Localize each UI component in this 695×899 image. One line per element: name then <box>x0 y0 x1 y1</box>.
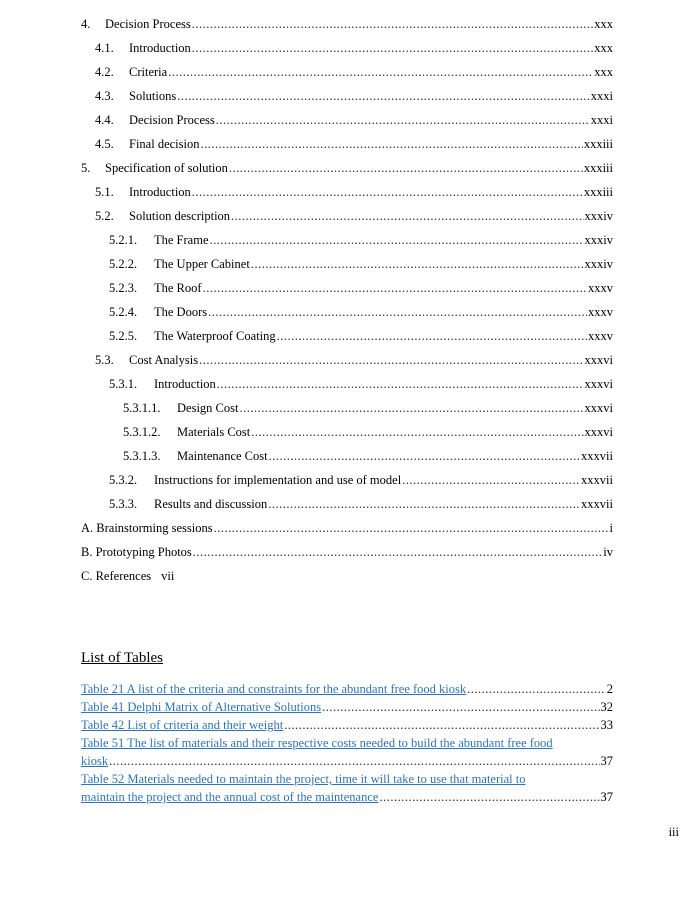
toc-entry-number: 4. <box>81 17 91 31</box>
toc-leader-dots <box>214 518 609 538</box>
toc-entry-number: 4.2. <box>95 65 114 79</box>
toc-entry-label <box>109 302 207 322</box>
toc-leader-dots <box>193 542 602 562</box>
list-of-tables-entry[interactable] <box>81 698 613 716</box>
toc-entry-title: Maintenance Cost <box>177 449 268 463</box>
toc-entry-page: xxxiv <box>584 233 613 247</box>
toc-entry[interactable] <box>95 38 613 58</box>
table-page-number: 37 <box>600 754 613 768</box>
toc-leader-dots <box>251 254 584 274</box>
toc-leader-dots <box>229 158 583 178</box>
toc-leader-dots <box>177 86 590 106</box>
toc-entry-title: Instructions for implementation and use of model <box>154 473 402 487</box>
toc-entry[interactable] <box>109 494 613 514</box>
toc-entry-page: xxxvii <box>581 449 613 463</box>
toc-entry-page: xxxvii <box>581 497 613 511</box>
toc-entry-page: xxxvi <box>584 401 613 415</box>
toc-entry-title: Cost Analysis <box>129 353 199 367</box>
toc-entry[interactable] <box>123 422 613 442</box>
toc-entry-label <box>95 62 167 82</box>
toc-leader-dots <box>277 326 587 346</box>
leader-dots <box>379 788 599 806</box>
table-link[interactable]: Table 42 List of criteria and their weight <box>81 718 284 732</box>
toc-entry-title: Criteria <box>129 65 168 79</box>
toc-entry-label <box>123 422 250 442</box>
table-page-number: 32 <box>600 700 613 714</box>
table-link[interactable]: maintain the project and the annual cost of the maintenance <box>81 790 379 804</box>
toc-entry[interactable] <box>81 566 613 586</box>
toc-entry-title: Final decision <box>129 137 200 151</box>
list-of-tables-entry[interactable] <box>81 770 613 806</box>
toc-entry-label <box>95 206 230 226</box>
toc-entry-title: Decision Process <box>129 113 215 127</box>
toc-entry-number: 5.3. <box>95 353 114 367</box>
toc-entry-page: xxx <box>594 65 613 79</box>
toc-entry-label <box>109 278 202 298</box>
toc-entry-label <box>109 254 250 274</box>
toc-entry-title: Brainstorming sessions <box>96 521 213 535</box>
toc-entry-label <box>123 398 238 418</box>
toc-entry-title: Solutions <box>129 89 177 103</box>
toc-entry-page: xxx <box>594 17 613 31</box>
toc-entry-page: xxxiii <box>583 185 613 199</box>
toc-entry[interactable] <box>109 470 613 490</box>
toc-entry-page: xxxvi <box>584 377 613 391</box>
entry-line <box>81 698 613 716</box>
toc-entry-title: Results and discussion <box>154 497 268 511</box>
entry-line <box>81 680 613 698</box>
entry-line <box>81 788 613 806</box>
toc-entry-number: 4.4. <box>95 113 114 127</box>
toc-entry[interactable] <box>109 230 613 250</box>
toc-entry[interactable] <box>95 86 613 106</box>
toc-leader-dots <box>192 14 594 34</box>
toc-entry-label <box>81 158 228 178</box>
toc-entry-page: xxxiii <box>583 137 613 151</box>
table-page-number: 2 <box>606 682 613 696</box>
toc-entry-title: Introduction <box>129 185 191 199</box>
toc-entry[interactable] <box>95 134 613 154</box>
toc-leader-dots <box>216 110 590 130</box>
toc-entry[interactable] <box>81 14 613 34</box>
toc-entry-page: xxxv <box>588 329 613 343</box>
toc-entry-number: 5.2.5. <box>109 329 138 343</box>
toc-entry-page: xxxv <box>588 305 613 319</box>
toc-entry-title: Specification of solution <box>105 161 228 175</box>
leader-dots <box>322 698 599 716</box>
toc-leader-dots <box>200 134 582 154</box>
toc-entry-number: 5.3.2. <box>109 473 138 487</box>
toc-entry-page: xxxiv <box>584 209 613 223</box>
page-number: iii <box>668 825 679 839</box>
entry-line <box>81 770 613 788</box>
toc-entry-title: Introduction <box>154 377 216 391</box>
toc-entry-number: 5.3.1.1. <box>123 401 161 415</box>
toc-leader-dots <box>208 302 587 322</box>
toc-entry-page: iv <box>603 545 613 559</box>
toc-entry-number: 4.1. <box>95 41 114 55</box>
toc-entry-label <box>95 350 198 370</box>
toc-entry-number: B. <box>81 545 93 559</box>
toc-entry-label <box>109 494 267 514</box>
list-of-tables-entry[interactable] <box>81 734 613 770</box>
table-page-number: 33 <box>600 718 613 732</box>
toc-entry-label <box>109 326 276 346</box>
entry-line <box>81 752 613 770</box>
entry-line <box>81 734 613 752</box>
toc-entry-title: References <box>95 569 152 583</box>
toc-entry-page: i <box>609 521 613 535</box>
toc-entry-label <box>81 14 191 34</box>
toc-entry-label <box>81 518 213 538</box>
toc-entry-page: xxxi <box>590 89 613 103</box>
toc-entry-page: xxx <box>594 41 613 55</box>
toc-entry-title: The Roof <box>154 281 202 295</box>
toc-entry-title: The Frame <box>154 233 209 247</box>
table-link[interactable]: Table 51 The list of materials and their respective costs needed to build the abundant free food <box>81 736 553 750</box>
toc-leader-dots <box>203 278 587 298</box>
toc-entry[interactable] <box>109 326 613 346</box>
toc-leader-dots <box>402 470 580 490</box>
table-link[interactable]: Table 52 Materials needed to maintain the project, time it will take to use that material to <box>81 772 526 786</box>
toc-entry-number: 5.3.1. <box>109 377 138 391</box>
toc-entry-number: 5.2.1. <box>109 233 138 247</box>
toc-leader-dots <box>192 38 593 58</box>
toc-entry-number: 5.2. <box>95 209 114 223</box>
toc-entry-title: Solution description <box>129 209 231 223</box>
toc-leader-dots <box>210 230 584 250</box>
toc-entry[interactable] <box>95 206 613 226</box>
toc-entry[interactable] <box>109 302 613 322</box>
toc-entry-number: 5.2.4. <box>109 305 138 319</box>
toc-leader-dots <box>269 446 580 466</box>
toc-leader-dots <box>217 374 584 394</box>
leader-dots <box>284 716 599 734</box>
toc-entry-page: xxxiv <box>584 257 613 271</box>
table-page-number: 37 <box>600 790 613 804</box>
toc-entry-title: Introduction <box>129 41 191 55</box>
list-of-tables-entry[interactable] <box>81 680 613 698</box>
toc-entry-page: xxxiii <box>583 161 613 175</box>
toc-entry-label <box>95 134 199 154</box>
toc-entry-number: 5.3.3. <box>109 497 138 511</box>
toc-entry-page: vii <box>161 569 175 583</box>
toc-entry-page: xxxi <box>590 113 613 127</box>
toc-entry[interactable] <box>123 446 613 466</box>
toc-entry-label <box>95 110 215 130</box>
toc-entry-number: 4.3. <box>95 89 114 103</box>
toc-entry-page: xxxvi <box>584 425 613 439</box>
toc-entry-label <box>95 182 191 202</box>
toc-entry[interactable] <box>109 374 613 394</box>
toc-entry[interactable] <box>95 62 613 82</box>
toc-entry-title: The Doors <box>154 305 208 319</box>
toc-entry-label <box>81 542 192 562</box>
toc-entry-title: Prototyping Photos <box>95 545 192 559</box>
toc-entry-number: 5.3.1.2. <box>123 425 161 439</box>
toc-entry-number: 5.1. <box>95 185 114 199</box>
toc-entry-label <box>109 470 401 490</box>
toc-entry-title: Decision Process <box>105 17 191 31</box>
toc-entry-number: 4.5. <box>95 137 114 151</box>
toc-entry-number: C. <box>81 569 93 583</box>
toc-entry[interactable] <box>109 278 613 298</box>
toc-entry[interactable] <box>81 158 613 178</box>
toc-leader-dots <box>199 350 583 370</box>
toc-entry[interactable] <box>95 350 613 370</box>
toc-entry-number: 5.2.3. <box>109 281 138 295</box>
toc-entry[interactable] <box>123 398 613 418</box>
toc-entry[interactable] <box>81 518 613 538</box>
table-link[interactable]: kiosk <box>81 754 109 768</box>
toc-entry[interactable] <box>95 182 613 202</box>
table-link[interactable]: Table 41 Delphi Matrix of Alternative Solutions <box>81 700 322 714</box>
toc-entry-title: Design Cost <box>177 401 239 415</box>
toc-entry-number: A. <box>81 521 94 535</box>
list-of-tables <box>81 680 613 806</box>
toc-entry-title: The Upper Cabinet <box>154 257 250 271</box>
toc-entry-number: 5. <box>81 161 91 175</box>
toc-leader-dots <box>168 62 593 82</box>
toc-entry[interactable] <box>81 542 613 562</box>
toc-entry[interactable] <box>95 110 613 130</box>
toc-leader-dots <box>192 182 583 202</box>
toc-entry-page: xxxvi <box>584 353 613 367</box>
toc-leader-dots <box>239 398 583 418</box>
list-of-tables-entry[interactable] <box>81 716 613 734</box>
toc-entry-number: 5.3.1.3. <box>123 449 161 463</box>
toc-entry-label <box>81 566 151 586</box>
entry-line <box>81 716 613 734</box>
toc-leader-dots <box>251 422 583 442</box>
toc-entry-title: Materials Cost <box>177 425 251 439</box>
toc-entry-page: xxxvii <box>581 473 613 487</box>
toc-entry-label <box>95 38 191 58</box>
toc-entry-page: xxxv <box>588 281 613 295</box>
toc-entry-label <box>123 446 268 466</box>
toc-entry-number: 5.2.2. <box>109 257 138 271</box>
list-of-tables-heading: List of Tables <box>81 650 163 666</box>
toc-entry-title: The Waterproof Coating <box>154 329 276 343</box>
toc-leader-dots <box>268 494 580 514</box>
leader-dots <box>109 752 599 770</box>
leader-dots <box>467 680 606 698</box>
toc-entry-label <box>109 230 209 250</box>
toc-entry[interactable] <box>109 254 613 274</box>
table-link[interactable]: Table 21 A list of the criteria and constraints for the abundant free food kiosk <box>81 682 467 696</box>
toc-entry-label <box>95 86 176 106</box>
toc-entry-label <box>109 374 216 394</box>
toc-leader-dots <box>231 206 583 226</box>
